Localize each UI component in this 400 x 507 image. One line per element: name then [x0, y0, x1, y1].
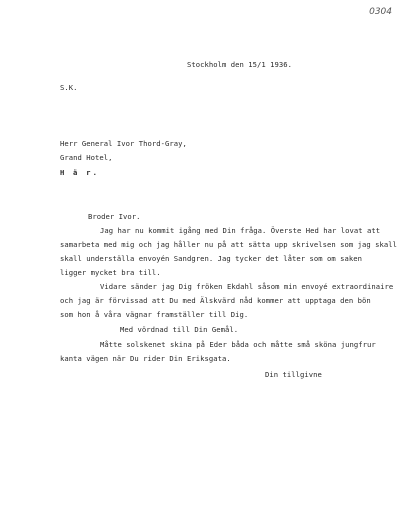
body-line: Måtte solskenet skina på Eder båda och måtte små sköna jungfrur: [100, 340, 376, 349]
salutation: Broder Ivor.: [88, 212, 141, 221]
body-line: skall underställa envoyén Sandgren. Jag tycker det låter som om saken: [60, 254, 363, 263]
reference: S.K.: [60, 83, 78, 92]
closing: Din tillgivne: [265, 370, 322, 379]
archive-number: 0304: [369, 7, 392, 17]
recipient-line-3: H ä r.: [60, 168, 100, 177]
body-line: Jag har nu kommit igång med Din fråga. Överste Hed har lovat att: [100, 226, 381, 235]
body-line: och jag är förvissad att Du med Älskvärd nåd kommer att upptaga den bön: [60, 296, 371, 305]
recipient-line-1: Herr General Ivor Thord-Gray,: [60, 139, 187, 148]
body-line: ligger mycket bra till.: [60, 268, 161, 277]
body-line: kanta vägen när Du rider Din Eriksgata.: [60, 354, 231, 363]
date-line: Stockholm den 15/1 1936.: [187, 60, 293, 69]
recipient-line-2: Grand Hotel,: [60, 153, 113, 162]
body-line: Vidare sänder jag Dig fröken Ekdahl såsom min envoyé extraordinaire: [100, 282, 394, 291]
body-line: som hon å våra vägnar framställer till Dig.: [60, 310, 249, 319]
body-line: samarbeta med mig och jag håller nu på att sätta upp skrivelsen som jag skall: [60, 240, 398, 249]
body-line: Med vördnad till Din Gemål.: [120, 325, 239, 334]
